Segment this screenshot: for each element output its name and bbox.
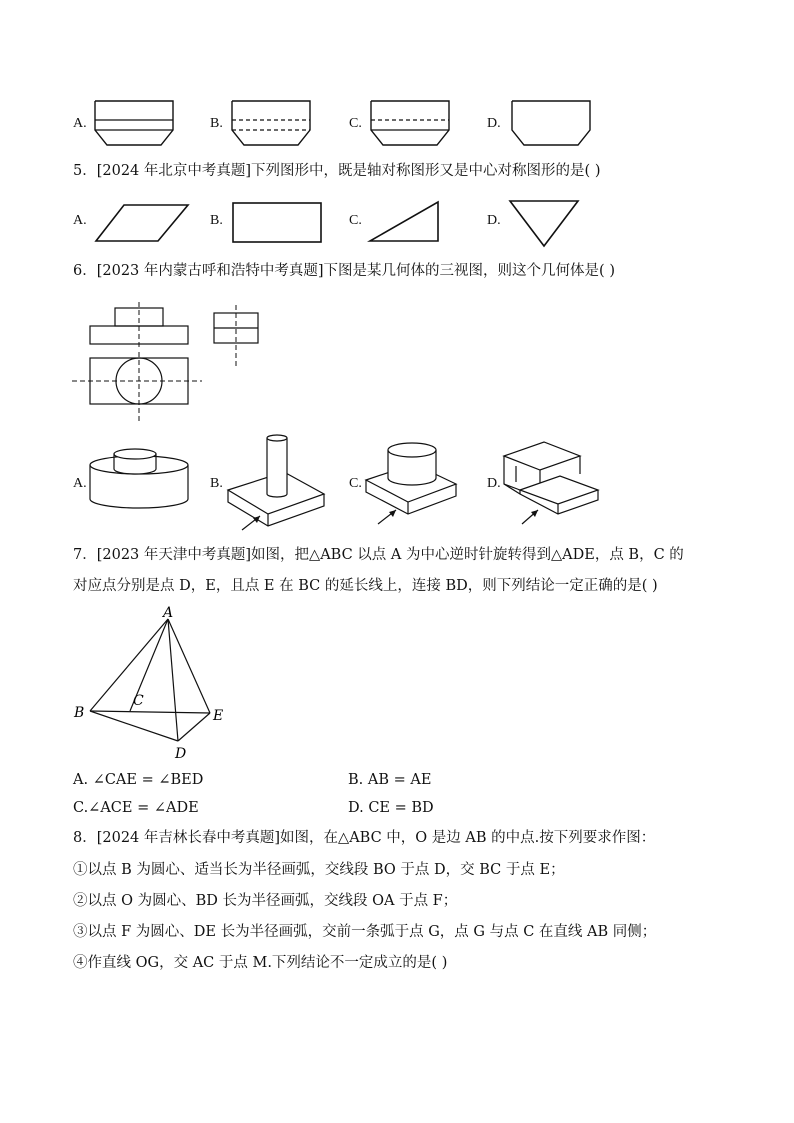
q7-triangle-figure bbox=[70, 605, 240, 765]
q5-stem: 5．[2024 年北京中考真题]下列图形中，既是轴对称图形又是中心对称图形的是( ) bbox=[73, 163, 601, 179]
q7-label-e: E bbox=[213, 708, 224, 724]
q7-label-a: A bbox=[163, 605, 174, 621]
q6-option-c-label[interactable]: C. bbox=[349, 476, 362, 491]
q5-option-b-label[interactable]: B. bbox=[210, 213, 223, 228]
q6-option-b-label[interactable]: B. bbox=[210, 476, 223, 491]
q6-option-a-solid bbox=[88, 445, 192, 515]
q8-step-4: ④作直线 OG，交 AC 于点 M.下列结论不一定成立的是( ) bbox=[73, 955, 448, 971]
q5-option-d-label[interactable]: D. bbox=[487, 213, 501, 228]
q5-option-a-parallelogram bbox=[94, 203, 190, 243]
q6-option-c-solid bbox=[364, 440, 460, 532]
q7-stem-line1: 7．[2023 年天津中考真题]如图，把△ABC 以点 A 为中心逆时针旋转得到△ADE，点 B，C 的 bbox=[73, 547, 684, 563]
q6-option-a-label[interactable]: A. bbox=[73, 476, 87, 491]
q5-option-c-label[interactable]: C. bbox=[349, 213, 362, 228]
q4-option-b-figure bbox=[231, 100, 311, 146]
q4-option-c-label[interactable]: C. bbox=[349, 116, 362, 131]
q4-option-a-figure bbox=[94, 100, 174, 146]
q7-stem-line2: 对应点分别是点 D，E，且点 E 在 BC 的延长线上，连接 BD，则下列结论一定正确的是( ) bbox=[73, 578, 658, 594]
q8-step-2: ②以点 O 为圆心、BD 长为半径画弧，交线段 OA 于点 F； bbox=[73, 893, 458, 909]
q6-option-b-solid bbox=[226, 432, 330, 532]
q5-option-a-label[interactable]: A. bbox=[73, 213, 87, 228]
q4-option-a-label[interactable]: A. bbox=[73, 116, 87, 131]
q4-option-b-label[interactable]: B. bbox=[210, 116, 223, 131]
q6-option-d-solid bbox=[502, 438, 602, 530]
q7-option-b[interactable]: B. AB = AE bbox=[348, 772, 432, 788]
q7-label-c: C bbox=[133, 693, 144, 709]
q4-option-c-figure bbox=[370, 100, 450, 146]
q5-option-d-inverted-triangle bbox=[508, 199, 580, 249]
q6-three-views-figure bbox=[70, 300, 280, 430]
q7-option-a[interactable]: A. ∠CAE = ∠BED bbox=[73, 772, 204, 788]
q5-option-b-rectangle bbox=[232, 202, 324, 244]
q8-stem: 8．[2024 年吉林长春中考真题]如图，在△ABC 中，O 是边 AB 的中点.按下列要求作图： bbox=[73, 830, 656, 846]
q7-option-d[interactable]: D. CE = BD bbox=[348, 800, 434, 816]
q8-step-3: ③以点 F 为圆心、DE 长为半径画弧，交前一条弧于点 G，点 G 与点 C 在直线 AB 同侧； bbox=[73, 924, 657, 940]
q5-option-c-triangle bbox=[368, 200, 442, 244]
q8-step-1: ①以点 B 为圆心、适当长为半径画弧，交线段 BO 于点 D，交 BC 于点 E； bbox=[73, 862, 565, 878]
q4-option-d-label[interactable]: D. bbox=[487, 116, 501, 131]
q6-option-d-label[interactable]: D. bbox=[487, 476, 501, 491]
q7-option-c[interactable]: C.∠ACE = ∠ADE bbox=[73, 800, 199, 816]
q4-option-d-figure bbox=[511, 100, 591, 146]
q6-stem: 6．[2023 年内蒙古呼和浩特中考真题]下图是某几何体的三视图，则这个几何体是( ) bbox=[73, 263, 615, 279]
q7-label-d: D bbox=[175, 746, 187, 762]
q7-label-b: B bbox=[74, 705, 85, 721]
